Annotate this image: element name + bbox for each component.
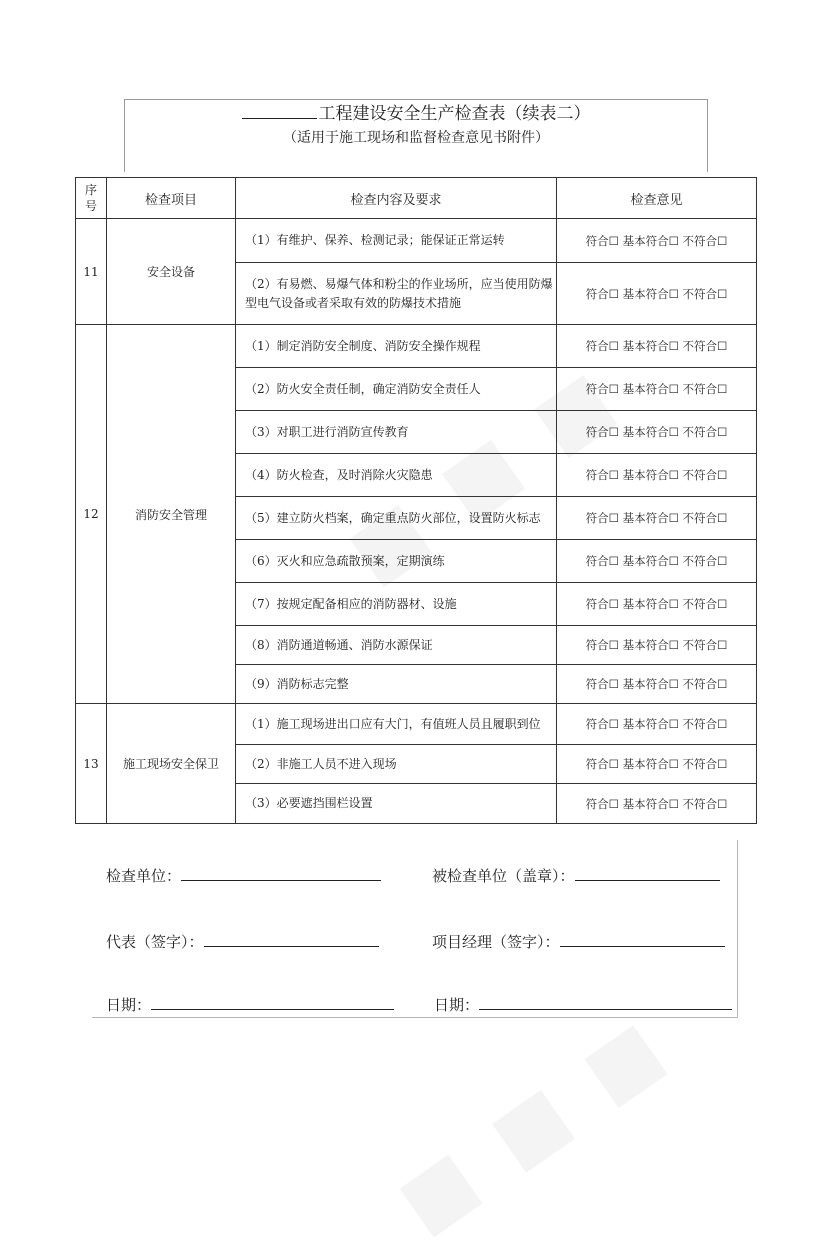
check-content: （3）必要遮挡围栏设置 — [236, 784, 557, 824]
representative-field — [106, 929, 379, 952]
check-item: 施工现场安全保卫 — [107, 704, 236, 824]
column-header-opinion: 检查意见 — [557, 178, 757, 219]
page-title-row — [125, 102, 707, 125]
check-content: （4）防火检查，及时消除火灾隐患 — [236, 454, 557, 497]
opinion-checkboxes[interactable]: 符合☐ 基本符合☐ 不符合☐ — [557, 626, 757, 665]
opinion-checkboxes[interactable]: 符合☐ 基本符合☐ 不符合☐ — [557, 665, 757, 704]
opinion-checkboxes[interactable]: 符合☐ 基本符合☐ 不符合☐ — [557, 411, 757, 454]
column-header-number: 序 号 — [76, 178, 107, 219]
check-content: （1）有维护、保养、检测记录；能保证正常运转 — [236, 219, 557, 263]
table-row — [76, 325, 757, 368]
page-title: 工程建设安全生产检查表（续表二） — [318, 104, 591, 124]
row-number: 13 — [76, 704, 107, 824]
representative-blank[interactable] — [204, 929, 379, 947]
check-content: （6）灭火和应急疏散预案，定期演练 — [236, 540, 557, 583]
page-subtitle: （适用于施工现场和监督检查意见书附件） — [283, 130, 549, 146]
date-left-label: 日期： — [106, 996, 152, 1014]
opinion-checkboxes[interactable]: 符合☐ 基本符合☐ 不符合☐ — [557, 497, 757, 540]
date-right-label: 日期： — [434, 996, 480, 1014]
date-right-field — [434, 992, 732, 1015]
check-content: （8）消防通道畅通、消防水源保证 — [236, 626, 557, 665]
title-box — [124, 99, 708, 172]
checklist-table — [75, 177, 757, 824]
check-item: 消防安全管理 — [107, 325, 236, 704]
inspected-unit-label: 被检查单位（盖章）： — [432, 867, 575, 885]
opinion-checkboxes[interactable]: 符合☐ 基本符合☐ 不符合☐ — [557, 784, 757, 824]
table-row — [76, 219, 757, 263]
date-left-field — [106, 992, 394, 1015]
opinion-checkboxes[interactable]: 符合☐ 基本符合☐ 不符合☐ — [557, 368, 757, 411]
opinion-checkboxes[interactable]: 符合☐ 基本符合☐ 不符合☐ — [557, 454, 757, 497]
opinion-checkboxes[interactable]: 符合☐ 基本符合☐ 不符合☐ — [557, 219, 757, 263]
check-content: （3）对职工进行消防宣传教育 — [236, 411, 557, 454]
check-item: 安全设备 — [107, 219, 236, 325]
check-content: （9）消防标志完整 — [236, 665, 557, 704]
check-content: （1）施工现场进出口应有大门，有值班人员且履职到位 — [236, 704, 557, 745]
watermark — [382, 1001, 684, 1249]
opinion-checkboxes[interactable]: 符合☐ 基本符合☐ 不符合☐ — [557, 325, 757, 368]
column-header-item: 检查项目 — [107, 178, 236, 219]
inspection-unit-blank[interactable] — [181, 863, 381, 881]
check-content: （2）有易燃、易爆气体和粉尘的作业场所，应当使用防爆型电气设备或者采取有效的防爆技术措施 — [236, 263, 557, 325]
check-content: （1）制定消防安全制度、消防安全操作规程 — [236, 325, 557, 368]
column-header-content: 检查内容及要求 — [236, 178, 557, 219]
opinion-checkboxes[interactable]: 符合☐ 基本符合☐ 不符合☐ — [557, 540, 757, 583]
opinion-checkboxes[interactable]: 符合☐ 基本符合☐ 不符合☐ — [557, 583, 757, 626]
inspection-unit-label: 检查单位： — [106, 867, 182, 885]
project-manager-field — [432, 929, 725, 952]
project-manager-blank[interactable] — [560, 929, 725, 947]
project-manager-label: 项目经理（签字）： — [432, 933, 560, 951]
table-row — [76, 704, 757, 745]
date-right-blank[interactable] — [479, 992, 732, 1010]
opinion-checkboxes[interactable]: 符合☐ 基本符合☐ 不符合☐ — [557, 745, 757, 784]
opinion-checkboxes[interactable]: 符合☐ 基本符合☐ 不符合☐ — [557, 263, 757, 325]
inspected-unit-field — [432, 863, 720, 886]
check-content: （2）非施工人员不进入现场 — [236, 745, 557, 784]
date-left-blank[interactable] — [151, 992, 394, 1010]
inspection-unit-field — [106, 863, 381, 886]
check-content: （5）建立防火档案，确定重点防火部位，设置防火标志 — [236, 497, 557, 540]
check-content: （7）按规定配备相应的消防器材、设施 — [236, 583, 557, 626]
opinion-checkboxes[interactable]: 符合☐ 基本符合☐ 不符合☐ — [557, 704, 757, 745]
representative-label: 代表（签字）： — [106, 933, 204, 951]
row-number: 11 — [76, 219, 107, 325]
inspected-unit-blank[interactable] — [575, 863, 720, 881]
project-name-blank — [242, 102, 317, 119]
check-content: （2）防火安全责任制，确定消防安全责任人 — [236, 368, 557, 411]
row-number: 12 — [76, 325, 107, 704]
table-header-row — [76, 178, 757, 219]
